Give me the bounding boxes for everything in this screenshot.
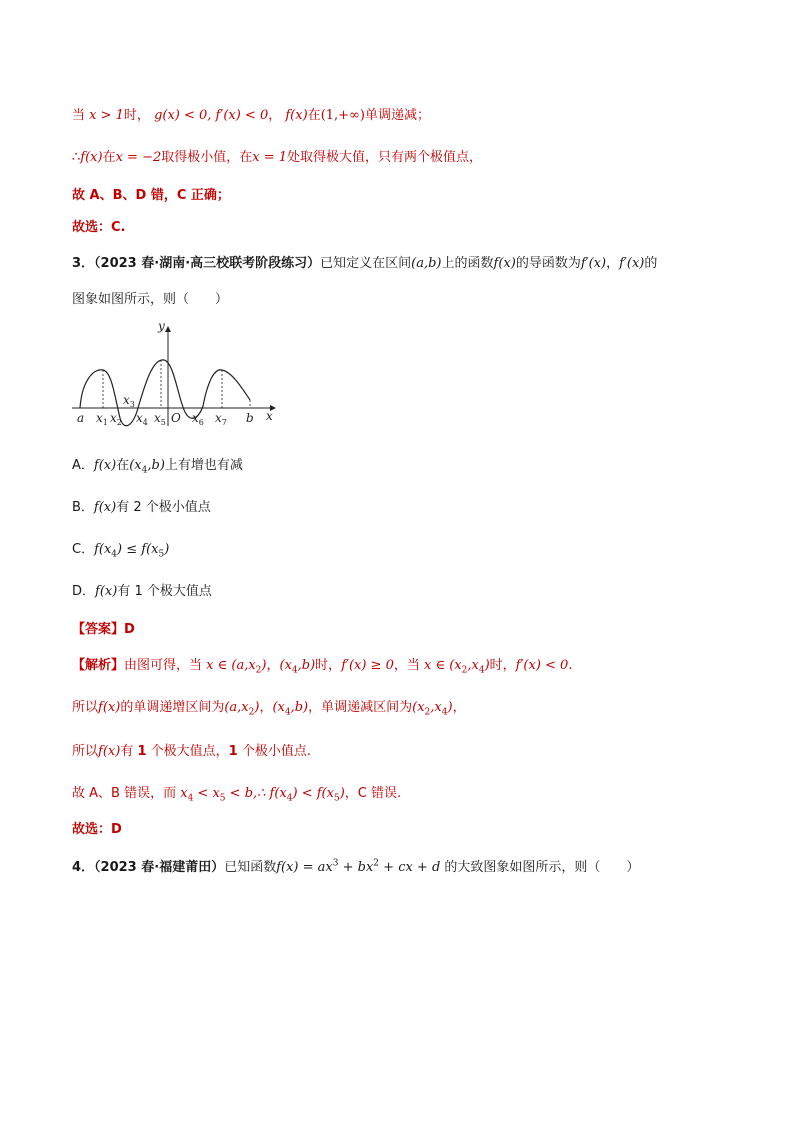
subscript: 4 [286, 793, 293, 804]
solution-line-2 [72, 148, 482, 168]
math: f′(x) [580, 256, 607, 271]
text: 的 [644, 256, 658, 271]
tick-label-x4: $x_4$ [136, 411, 148, 427]
question-3-line-2: 图象如图所示，则（ ） [72, 292, 229, 307]
text: 上有增也有减 [164, 458, 243, 473]
math: (x [279, 658, 292, 673]
math: (x [272, 700, 285, 715]
text: 有 [120, 744, 138, 759]
y-axis-label: y [158, 319, 165, 333]
text: 的导函数为 [515, 256, 581, 271]
math: f′(x) [619, 256, 645, 271]
subscript: 2 [424, 707, 431, 718]
answer-tag: 【答案】 [72, 622, 125, 637]
question-3-line-1 [72, 254, 657, 274]
tick-label-x7: $x_7$ [215, 411, 227, 427]
text: 上的函数 [441, 256, 494, 271]
math: f(x) [93, 500, 117, 515]
analysis-line-2 [72, 698, 466, 718]
text: ， [266, 658, 280, 673]
subscript: 5 [219, 793, 226, 804]
analysis-line-5 [72, 820, 122, 840]
subscript: 2 [461, 665, 468, 676]
question-source: （2023 春·湖南·高三校联考阶段练习） [94, 256, 321, 271]
text: 在 [102, 150, 116, 165]
subscript: 5 [158, 549, 165, 560]
math: ,b) [290, 700, 309, 715]
text: 时， [315, 658, 342, 673]
text: 取得极小值，在 [161, 150, 253, 165]
text: 单调递减； [364, 108, 430, 123]
math: g(x) < 0, f′(x) < 0 [154, 108, 269, 123]
math: + bx [338, 860, 374, 875]
text: ，当 [393, 658, 424, 673]
math: f(x) [80, 150, 103, 165]
option-label: D． [72, 584, 96, 599]
x-axis-label: x [266, 409, 273, 423]
subscript: 4 [187, 793, 194, 804]
origin-label: O [171, 411, 181, 425]
math: ) [339, 786, 345, 801]
math: < x [193, 786, 220, 801]
text: 故 A、B 错误，而 [72, 786, 181, 801]
math: f′(x) ≥ 0 [341, 658, 394, 673]
subscript: 4 [284, 707, 291, 718]
text: ， [452, 700, 466, 715]
option-label: C． [72, 542, 95, 557]
tick-label-x2: $x_2$ [110, 411, 122, 427]
text: ， [268, 108, 282, 123]
text: ， [606, 256, 620, 271]
question-4-line-1 [72, 858, 639, 878]
text: ， [259, 700, 273, 715]
math: x = 1 [252, 150, 288, 165]
answer-value: D [111, 822, 122, 837]
text: 个极小值点. [237, 744, 311, 759]
text: 的单调递增区间为 [120, 700, 225, 715]
question-number: 3． [72, 256, 95, 271]
tick-label-a: a [77, 411, 85, 425]
option-label: B． [72, 500, 94, 515]
text: 故选： [72, 822, 112, 837]
math: ) [261, 658, 267, 673]
math: x ∈ (x [424, 658, 462, 673]
math: + cx + d [379, 860, 441, 875]
math: (a,x [224, 700, 249, 715]
text: ，C 错误. [344, 786, 402, 801]
text: 当 [72, 108, 90, 123]
answer-value: D [124, 622, 135, 637]
tick-label-x6: $x_6$ [192, 411, 204, 427]
tick-label-b: b [246, 411, 254, 425]
analysis-line-1 [72, 656, 572, 676]
text: 在 [307, 108, 321, 123]
option-c [72, 540, 169, 560]
answer-line [72, 620, 135, 640]
tick-label-x3: $x_3$ [123, 393, 135, 409]
subscript: 4 [291, 665, 298, 676]
math: ) [164, 542, 170, 557]
text: 的大致图象如图所示，则（ ） [440, 860, 640, 875]
solution-line-3: 故 A、B、D 错，C 正确； [72, 188, 230, 203]
option-b [72, 498, 211, 518]
math: (x [412, 700, 425, 715]
tick-label-x1: $x_1$ [96, 411, 108, 427]
math: x = −2 [115, 150, 162, 165]
math: < b,∴ f(x [225, 786, 287, 801]
math: ,b) [147, 458, 165, 473]
analysis-tag: 【解析】 [72, 658, 125, 673]
math: f(x) = ax [276, 860, 333, 875]
derivative-graph [70, 318, 280, 430]
derivative-curve [80, 360, 250, 426]
subscript: 5 [333, 793, 340, 804]
text: 在 [116, 458, 130, 473]
subscript: 4 [478, 665, 485, 676]
math: x > 1 [89, 108, 124, 123]
tick-label-x5: $x_5$ [154, 411, 166, 427]
text: 所以 [72, 744, 99, 759]
analysis-line-3 [72, 742, 311, 762]
text: 由图可得，当 [124, 658, 207, 673]
math: ,b) [297, 658, 316, 673]
math: f(x) [93, 458, 117, 473]
math: x ∈ (a,x [206, 658, 256, 673]
math: ) [254, 700, 260, 715]
solution-line-4: 故选：C. [72, 220, 126, 235]
subscript: 4 [141, 465, 148, 476]
math: f(x) [98, 744, 121, 759]
text: 有 2 个极小值点 [116, 500, 211, 515]
text: 个极大值点， [146, 744, 229, 759]
analysis-line-4 [72, 784, 401, 804]
number: 1 [228, 744, 238, 759]
question-source: （2023 春·福建莆田） [94, 860, 225, 875]
math: f(x) [285, 108, 308, 123]
subscript: 4 [111, 549, 118, 560]
text: 有 1 个极大值点 [117, 584, 212, 599]
math: ,x [430, 700, 442, 715]
number: 1 [137, 744, 147, 759]
subscript: 4 [441, 707, 448, 718]
math: f(x) [493, 256, 516, 271]
math: f(x) [98, 700, 121, 715]
text: 处取得极大值，只有两个极值点， [287, 150, 483, 165]
math: ) [484, 658, 490, 673]
math: (1,+∞) [320, 108, 365, 123]
option-a [72, 456, 243, 476]
question-number: 4． [72, 860, 95, 875]
subscript: 2 [255, 665, 262, 676]
superscript: 3 [332, 858, 339, 869]
math: ) [447, 700, 453, 715]
math: (a,b) [411, 256, 442, 271]
math: f(x) [95, 584, 118, 599]
therefore-symbol: ∴ [72, 150, 81, 165]
text: 已知定义在区间 [320, 256, 412, 271]
option-d [72, 582, 212, 602]
math: ) < f(x [292, 786, 334, 801]
math: ) ≤ f(x [117, 542, 159, 557]
solution-line-1 [72, 106, 430, 126]
text: 时， [123, 108, 150, 123]
math: ,x [467, 658, 479, 673]
y-axis-arrow [165, 326, 171, 332]
superscript: 2 [373, 858, 380, 869]
option-label: A． [72, 458, 94, 473]
math: f′(x) < 0 [515, 658, 569, 673]
math: (x [129, 458, 142, 473]
subscript: 2 [248, 707, 255, 718]
math: x [180, 786, 188, 801]
text: 所以 [72, 700, 99, 715]
math: f(x [94, 542, 112, 557]
text: ，单调递减区间为 [308, 700, 413, 715]
text: 时， [489, 658, 516, 673]
text: 已知函数 [224, 860, 277, 875]
text: . [568, 658, 573, 673]
